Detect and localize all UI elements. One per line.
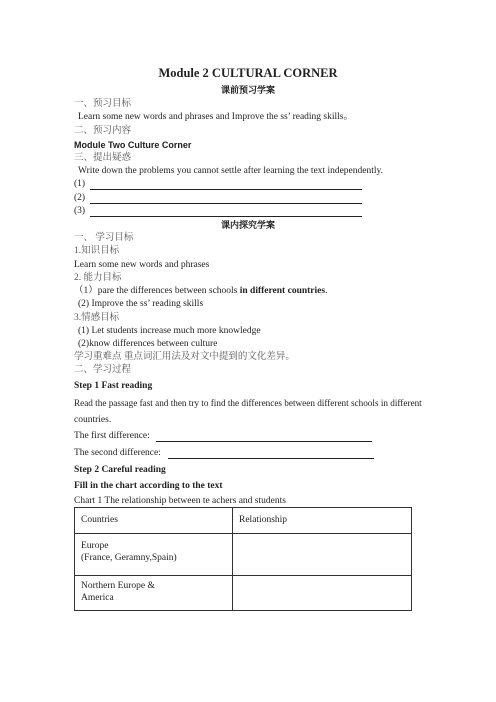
goal-2-item-1-emphasis: in different countries [239, 286, 326, 296]
goal-2-item-1 [74, 285, 327, 297]
country-cell [75, 534, 233, 576]
question-2-blank[interactable] [90, 203, 362, 204]
step-2-heading: Step 2 Careful reading [74, 465, 166, 475]
chart-caption: Chart 1 The relationship between te achers and students [74, 496, 286, 506]
country-cell [75, 576, 233, 611]
goals-heading: 一、 学习目标 [74, 233, 134, 243]
pre-section-3-text: Write down the problems you cannot settle after learning the text independently. [78, 166, 384, 176]
question-3-label: (3) [74, 206, 86, 216]
goal-3-item-1: (1) Let students increase much more knowledge [78, 326, 261, 336]
goal-2-item-1-end: . [325, 286, 328, 296]
goal-2-item-1-text: （1）pare the differences between schools [74, 286, 240, 296]
goal-3-item-2: (2)know differences between culture [78, 339, 218, 349]
in-class-heading: 课内探究学案 [220, 220, 275, 230]
pre-study-heading: 课前预习学案 [220, 85, 275, 95]
goal-2: 2. 能力目标 [74, 273, 122, 283]
table-header-row [75, 508, 412, 534]
pre-section-1: 一、预习目标 [74, 99, 132, 109]
goal-1-text: Learn some new words and phrases [74, 260, 210, 270]
step-1-instruction-line-1: Read the passage fast and then try to find the differences between different schools in different [74, 398, 422, 408]
goal-2-item-2: (2) Improve the ss’ reading skills [78, 299, 204, 309]
process-heading: 二、学习过程 [74, 365, 132, 375]
first-difference-blank[interactable] [156, 441, 372, 442]
country-line-2: (France, Geramny,Spain) [81, 553, 177, 563]
table-header-cell: Relationship [233, 508, 412, 534]
pre-section-3: 三、提出疑惑 [74, 153, 132, 163]
step-1-heading: Step 1 Fast reading [74, 381, 153, 391]
question-2-label: (2) [74, 193, 86, 203]
step-1-instruction-line-2: countries. [74, 415, 112, 425]
goal-1: 1.知识目标 [74, 246, 120, 256]
relationship-cell[interactable] [233, 534, 412, 576]
second-difference-blank[interactable] [168, 458, 374, 459]
relationship-table [74, 507, 412, 611]
country-line-1: Europe [81, 541, 109, 551]
goal-3: 3.情感目标 [74, 313, 120, 323]
country-line-2: America [81, 593, 114, 603]
first-difference-label: The first difference: [74, 431, 150, 441]
country-line-1: Northern Europe & [81, 581, 155, 591]
question-3-blank[interactable] [90, 216, 362, 217]
relationship-cell[interactable] [233, 576, 412, 611]
table-header-cell: Countries [75, 508, 233, 534]
page-title: Module 2 CULTURAL CORNER [158, 66, 338, 80]
table-row [75, 576, 412, 611]
question-1-blank[interactable] [90, 189, 362, 190]
pre-section-2: 二、预习内容 [74, 126, 132, 136]
fill-chart-instruction: Fill in the chart according to the text [74, 481, 223, 491]
key-points: 学习重难点 重点词汇用法及对文中提到的文化差异。 [74, 352, 295, 362]
question-1-label: (1) [74, 179, 86, 189]
second-difference-label: The second difference: [74, 448, 161, 458]
pre-section-2-text: Module Two Culture Corner [74, 140, 192, 150]
pre-section-1-text: Learn some new words and phrases and Improve the ss’ reading skills。 [78, 112, 353, 122]
table-row [75, 534, 412, 576]
